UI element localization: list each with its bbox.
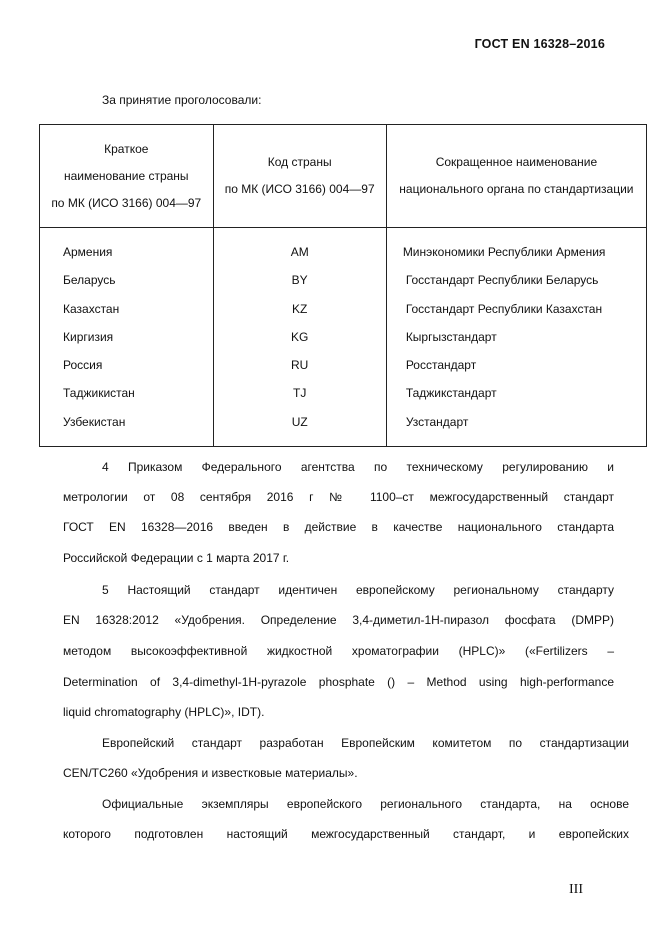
national-body: Таджикстандарт xyxy=(405,386,497,401)
national-body-cell xyxy=(386,228,646,447)
country-name: Беларусь xyxy=(63,273,116,288)
country-code: KZ xyxy=(292,301,308,316)
country-code-cell xyxy=(213,228,386,447)
national-body: Росстандарт xyxy=(405,358,477,373)
document-page: ГОСТ EN 16328–2016 За принятие проголосовали: Краткое наименование страны по МК (ИСО 3166) 004—97 Код страны по МК (ИСО 3166) 004—97 Сокращенное наименование национального органа по стандартизации Армения Беларусь Казахстан Киргизия Россия Таджикистан Узбекистан AM BY KZ KG RU TJ UZ Минэкономики Республики Армения Госстандарт Республики Беларусь Госстандарт Республики Казахстан Кыргызстандарт Росстандарт Таджикстандарт Узстандарт 4 Приказом Федерального агентства по техническому регулированию и метрологии от 08 сентября 2016 г № 1100–ст межгосударственный стандарт ГОСТ EN 16328—2016 введен в действие в качестве национального стандарта Российской Федерации с 1 марта 2017 г. 5 Настоящий стандарт идентичен европейскому региональному стандарту EN 16328:2012 «Удобрения. Определение 3,4-диметил-1Н-пиразол фосфата (DMPP) методом высокоэффективной жидкостной хроматографии (HPLC)» («Fertilizers – Determination of 3,4-dimethyl-1H-pyrazole phosphate () – Method using high-performance liquid chromatography (HPLC)», IDT). Европейский стандарт разработан Европейским комитетом по стандартизации CEN/TC260 «Удобрения и известковые материалы». Официальные экземпляры европейского регионального стандарта, на основе которого подготовлен настоящий межгосударственный стандарт, и европейских III xyxy=(0,0,661,935)
page-number: III xyxy=(569,882,583,897)
header-country-code: Код страны по МК (ИСО 3166) 004—97 xyxy=(213,125,386,228)
country-code: TJ xyxy=(293,386,307,401)
country-name-cell xyxy=(40,228,214,447)
header-national-body: Сокращенное наименование национального органа по стандартизации xyxy=(386,125,646,228)
country-name: Россия xyxy=(63,358,103,373)
national-body: Кыргызстандарт xyxy=(405,329,497,344)
document-code: ГОСТ EN 16328–2016 xyxy=(474,37,605,51)
country-code: BY xyxy=(291,273,308,288)
country-name: Киргизия xyxy=(63,329,114,344)
country-code: AM xyxy=(290,245,309,259)
country-code: RU xyxy=(291,358,309,373)
national-body: Госстандарт Республики Казахстан xyxy=(405,301,603,316)
country-code: KG xyxy=(291,329,309,344)
country-name: Узбекистан xyxy=(63,414,126,429)
country-name: Казахстан xyxy=(63,301,120,316)
national-body: Минэкономики Республики Армения xyxy=(402,245,606,259)
table-body-row xyxy=(40,228,647,447)
country-name: Армения xyxy=(63,245,113,259)
national-body: Госстандарт Республики Беларусь xyxy=(405,273,599,288)
country-name: Таджикистан xyxy=(63,386,135,401)
national-body: Узстандарт xyxy=(405,414,469,429)
country-code: UZ xyxy=(291,414,308,429)
voting-table xyxy=(39,124,647,447)
table-header-row xyxy=(40,125,647,228)
header-country-name: Краткое наименование страны по МК (ИСО 3166) 004—97 xyxy=(40,125,214,228)
voting-intro: За принятие проголосовали: xyxy=(102,93,262,107)
